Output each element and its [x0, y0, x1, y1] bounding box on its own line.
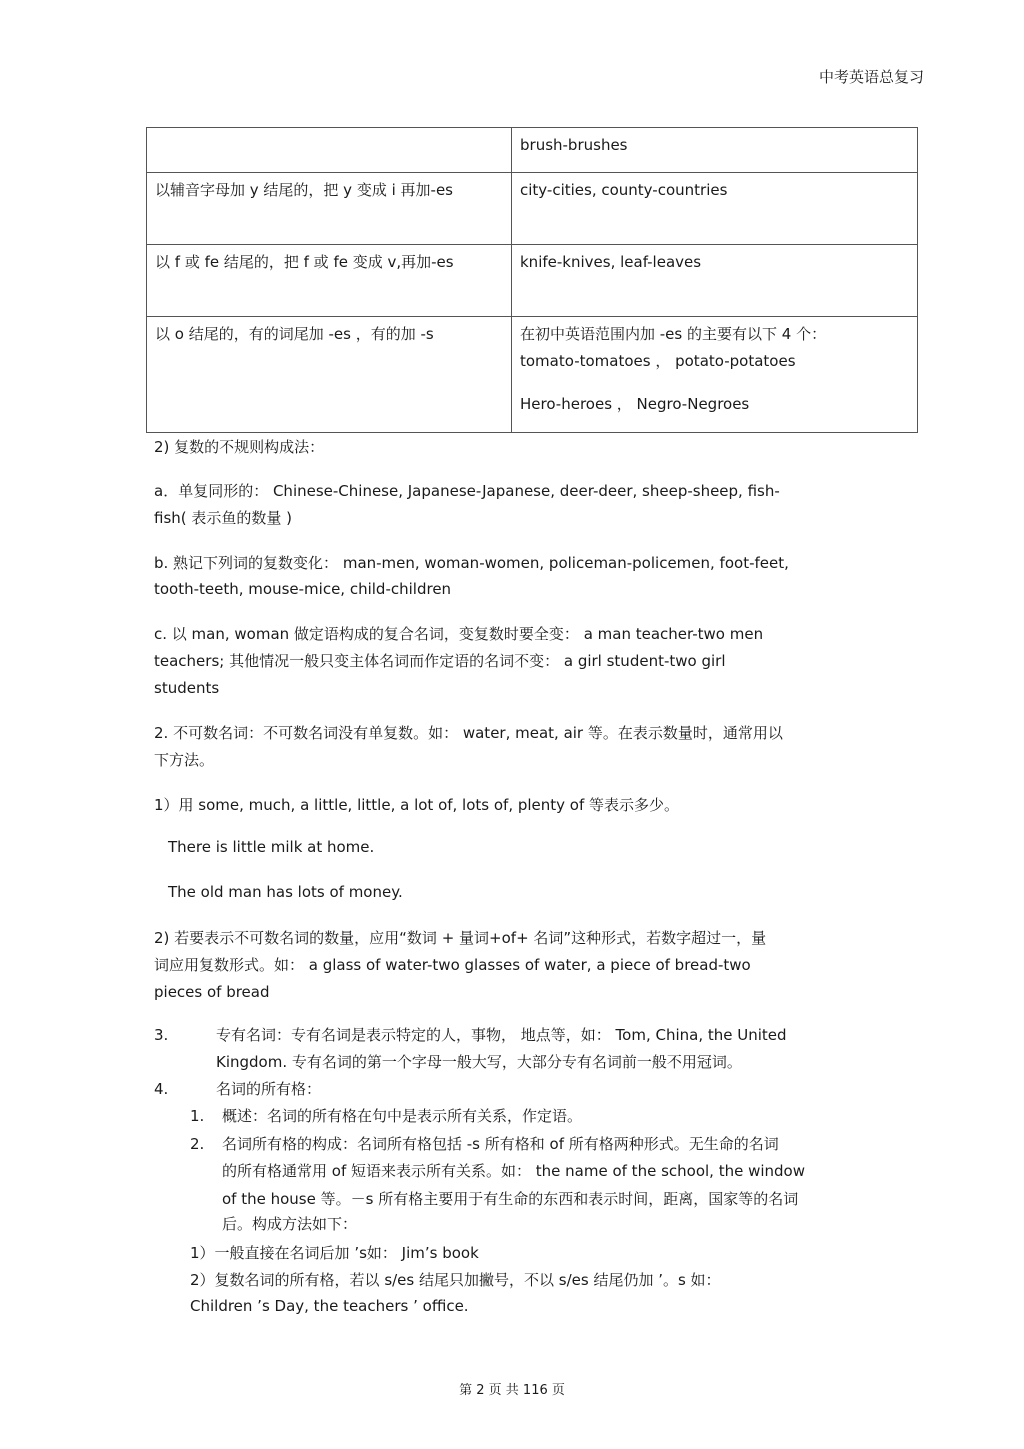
paragraph-line: 1）一般直接在名词后加 ’s如： Jim’s book — [190, 1244, 479, 1262]
paragraph-line: Kingdom. 专有名词的第一个字母一般大写，大部分专有名词前一般不用冠词。 — [216, 1053, 742, 1071]
paragraph-line: 专有名词：专有名词是表示特定的人，事物， 地点等，如： Tom, China, the United — [216, 1026, 787, 1044]
table-cell: 以 o 结尾的，有的词尾加 -es ，有的加 -s — [147, 317, 512, 433]
table-cell-line: 在初中英语范围内加 -es 的主要有以下 4 个： — [520, 325, 827, 343]
table-cell: 以辅音字母加 y 结尾的，把 y 变成 i 再加-es — [147, 173, 512, 245]
table-row — [147, 128, 918, 173]
table-row — [147, 317, 918, 433]
paragraph-line: 1）用 some, much, a little, little, a lot of, lots of, plenty of 等表示多少。 — [154, 796, 680, 814]
table-cell: knife-knives, leaf-leaves — [512, 245, 918, 317]
page-header: 中考英语总复习 — [818, 68, 924, 86]
paragraph-line: c. 以 man, woman 做定语构成的复合名词，变复数时要全变： a man teacher-two men — [154, 625, 764, 643]
paragraph-line: students — [154, 679, 220, 697]
section-heading: 2. 不可数名词：不可数名词没有单复数。如： water, meat, air 等。在表示数量时，通常用以 — [154, 724, 783, 742]
page-footer: 第 2 页 共 116 页 — [459, 1383, 565, 1398]
list-number: 4. — [154, 1080, 169, 1098]
table-cell-line: tomato-tomatoes ， potato-potatoes — [520, 352, 796, 370]
paragraph-line: 后。构成方法如下： — [222, 1215, 358, 1233]
table-cell: city-cities, county-countries — [512, 173, 918, 245]
paragraph-line: 2）复数名词的所有格，若以 s/es 结尾只加撇号，不以 s/es 结尾仍加 ’。s 如： — [190, 1271, 721, 1289]
table-row — [147, 245, 918, 317]
paragraph-line: 下方法。 — [154, 751, 215, 769]
table-cell — [147, 128, 512, 173]
section-heading: 名词的所有格： — [216, 1080, 322, 1098]
paragraph-line: fish( 表示鱼的数量 ) — [154, 509, 293, 527]
paragraph-line: 概述：名词的所有格在句中是表示所有关系，作定语。 — [222, 1107, 583, 1125]
table-cell — [512, 317, 918, 433]
paragraph-line: teachers; 其他情况一般只变主体名词而作定语的名词不变： a girl student-two girl — [154, 652, 726, 670]
example-sentence: The old man has lots of money. — [168, 883, 403, 901]
paragraph-line: 2) 若要表示不可数名词的数量，应用“数词 + 量词+of+ 名词”这种形式，若数字超过一，量 — [154, 929, 767, 947]
paragraph-line: of the house 等。－s 所有格主要用于有生命的东西和表示时间，距离，国家等的名词 — [222, 1190, 799, 1208]
paragraph-line: 词应用复数形式。如： a glass of water-two glasses of water, a piece of bread-two — [154, 956, 751, 974]
list-number: 1. — [190, 1107, 205, 1125]
table-row — [147, 173, 918, 245]
paragraph-line: Children ’s Day, the teachers ’ office. — [190, 1297, 469, 1315]
list-number: 3. — [154, 1026, 169, 1044]
example-sentence: There is little milk at home. — [168, 838, 375, 856]
table-cell-line: Hero-heroes ， Negro-Negroes — [520, 395, 750, 413]
paragraph-line: a．单复同形的： Chinese-Chinese, Japanese-Japanese, deer-deer, sheep-sheep, fish- — [154, 482, 780, 500]
paragraph-line: tooth-teeth, mouse-mice, child-children — [154, 580, 452, 598]
table-cell: brush-brushes — [512, 128, 918, 173]
table-cell: 以 f 或 fe 结尾的，把 f 或 fe 变成 v,再加-es — [147, 245, 512, 317]
list-number: 2. — [190, 1135, 205, 1153]
paragraph-line: 的所有格通常用 of 短语来表示所有关系。如： the name of the school, the window — [222, 1162, 805, 1180]
paragraph-line: b. 熟记下列词的复数变化： man-men, woman-women, policeman-policemen, foot-feet, — [154, 554, 789, 572]
plural-rules-table — [146, 127, 918, 433]
irregular-plural-heading: 2) 复数的不规则构成法： — [154, 438, 325, 456]
paragraph-line: pieces of bread — [154, 983, 270, 1001]
paragraph-line: 名词所有格的构成：名词所有格包括 -s 所有格和 of 所有格两种形式。无生命的名词 — [222, 1135, 779, 1153]
